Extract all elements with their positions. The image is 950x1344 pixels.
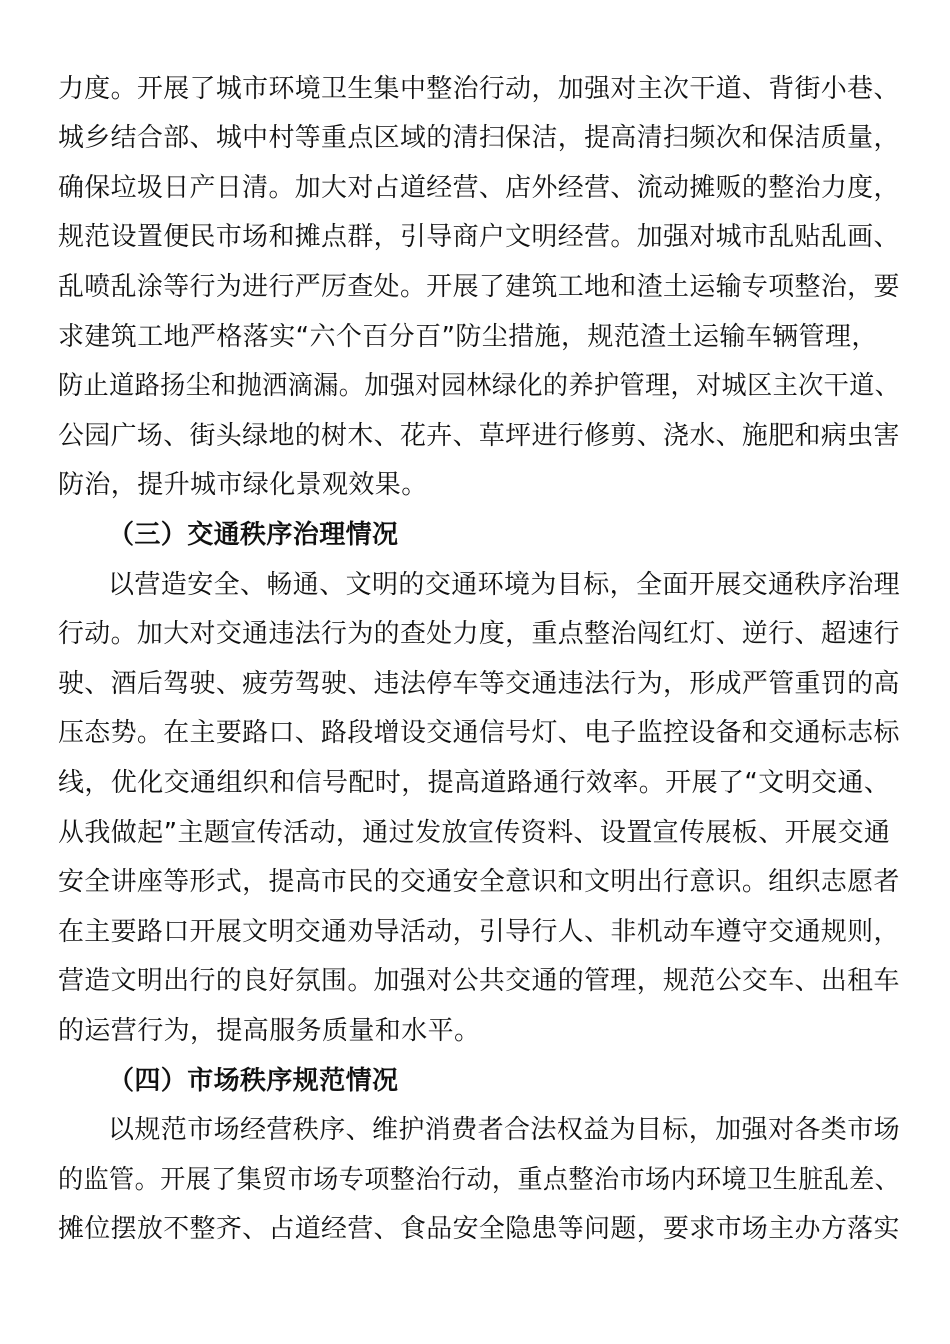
text-line: 乱喷乱涂等行为进行严厉查处。开展了建筑工地和渣土运输专项整治，要 xyxy=(58,272,900,302)
text-line: 的监管。开展了集贸市场专项整治行动，重点整治市场内环境卫生脏乱差、 xyxy=(58,1165,901,1195)
text-line: 压态势。在主要路口、路段增设交通信号灯、电子监控设备和交通标志标 xyxy=(58,718,900,748)
section-heading: （四）市场秩序规范情况 xyxy=(108,1066,399,1096)
text-line: 防治，提升城市绿化景观效果。 xyxy=(58,470,428,500)
text-line: 以营造安全、畅通、文明的交通环境为目标，全面开展交通秩序治理 xyxy=(108,570,901,600)
text-line: 行动。加大对交通违法行为的查处力度，重点整治闯红灯、逆行、超速行 xyxy=(58,619,900,649)
text-line: 营造文明出行的良好氛围。加强对公共交通的管理，规范公交车、出租车 xyxy=(58,966,900,996)
text-line: 以规范市场经营秩序、维护消费者合法权益为目标，加强对各类市场 xyxy=(108,1115,901,1145)
text-line: 摊位摆放不整齐、占道经营、食品安全隐患等问题，要求市场主办方落实 xyxy=(58,1214,900,1244)
text-line: 在主要路口开展文明交通劝导活动，引导行人、非机动车遵守交通规则， xyxy=(58,917,900,947)
text-line: 力度。开展了城市环境卫生集中整治行动，加强对主次干道、背街小巷、 xyxy=(58,74,900,104)
text-line: 从我做起”主题宣传活动，通过发放宣传资料、设置宣传展板、开展交通 xyxy=(58,818,891,848)
section-heading: （三）交通秩序治理情况 xyxy=(108,520,399,550)
text-line: 防止道路扬尘和抛洒滴漏。加强对园林绿化的养护管理，对城区主次干道、 xyxy=(58,371,901,401)
text-line: 确保垃圾日产日清。加大对占道经营、店外经营、流动摊贩的整治力度， xyxy=(58,173,900,203)
text-line: 公园广场、街头绿地的树木、花卉、草坪进行修剪、浇水、施肥和病虫害 xyxy=(58,421,900,451)
text-line: 安全讲座等形式，提高市民的交通安全意识和文明出行意识。组织志愿者 xyxy=(58,867,900,897)
text-line: 驶、酒后驾驶、疲劳驾驶、违法停车等交通违法行为，形成严管重罚的高 xyxy=(58,669,900,699)
text-line: 城乡结合部、城中村等重点区域的清扫保洁，提高清扫频次和保洁质量， xyxy=(58,123,900,153)
text-line: 线，优化交通组织和信号配时，提高道路通行效率。开展了“文明交通、 xyxy=(58,768,891,798)
text-line: 求建筑工地严格落实“六个百分百”防尘措施，规范渣土运输车辆管理， xyxy=(58,322,878,352)
text-line: 的运营行为，提高服务质量和水平。 xyxy=(58,1016,481,1046)
text-line: 规范设置便民市场和摊点群，引导商户文明经营。加强对城市乱贴乱画、 xyxy=(58,222,900,252)
